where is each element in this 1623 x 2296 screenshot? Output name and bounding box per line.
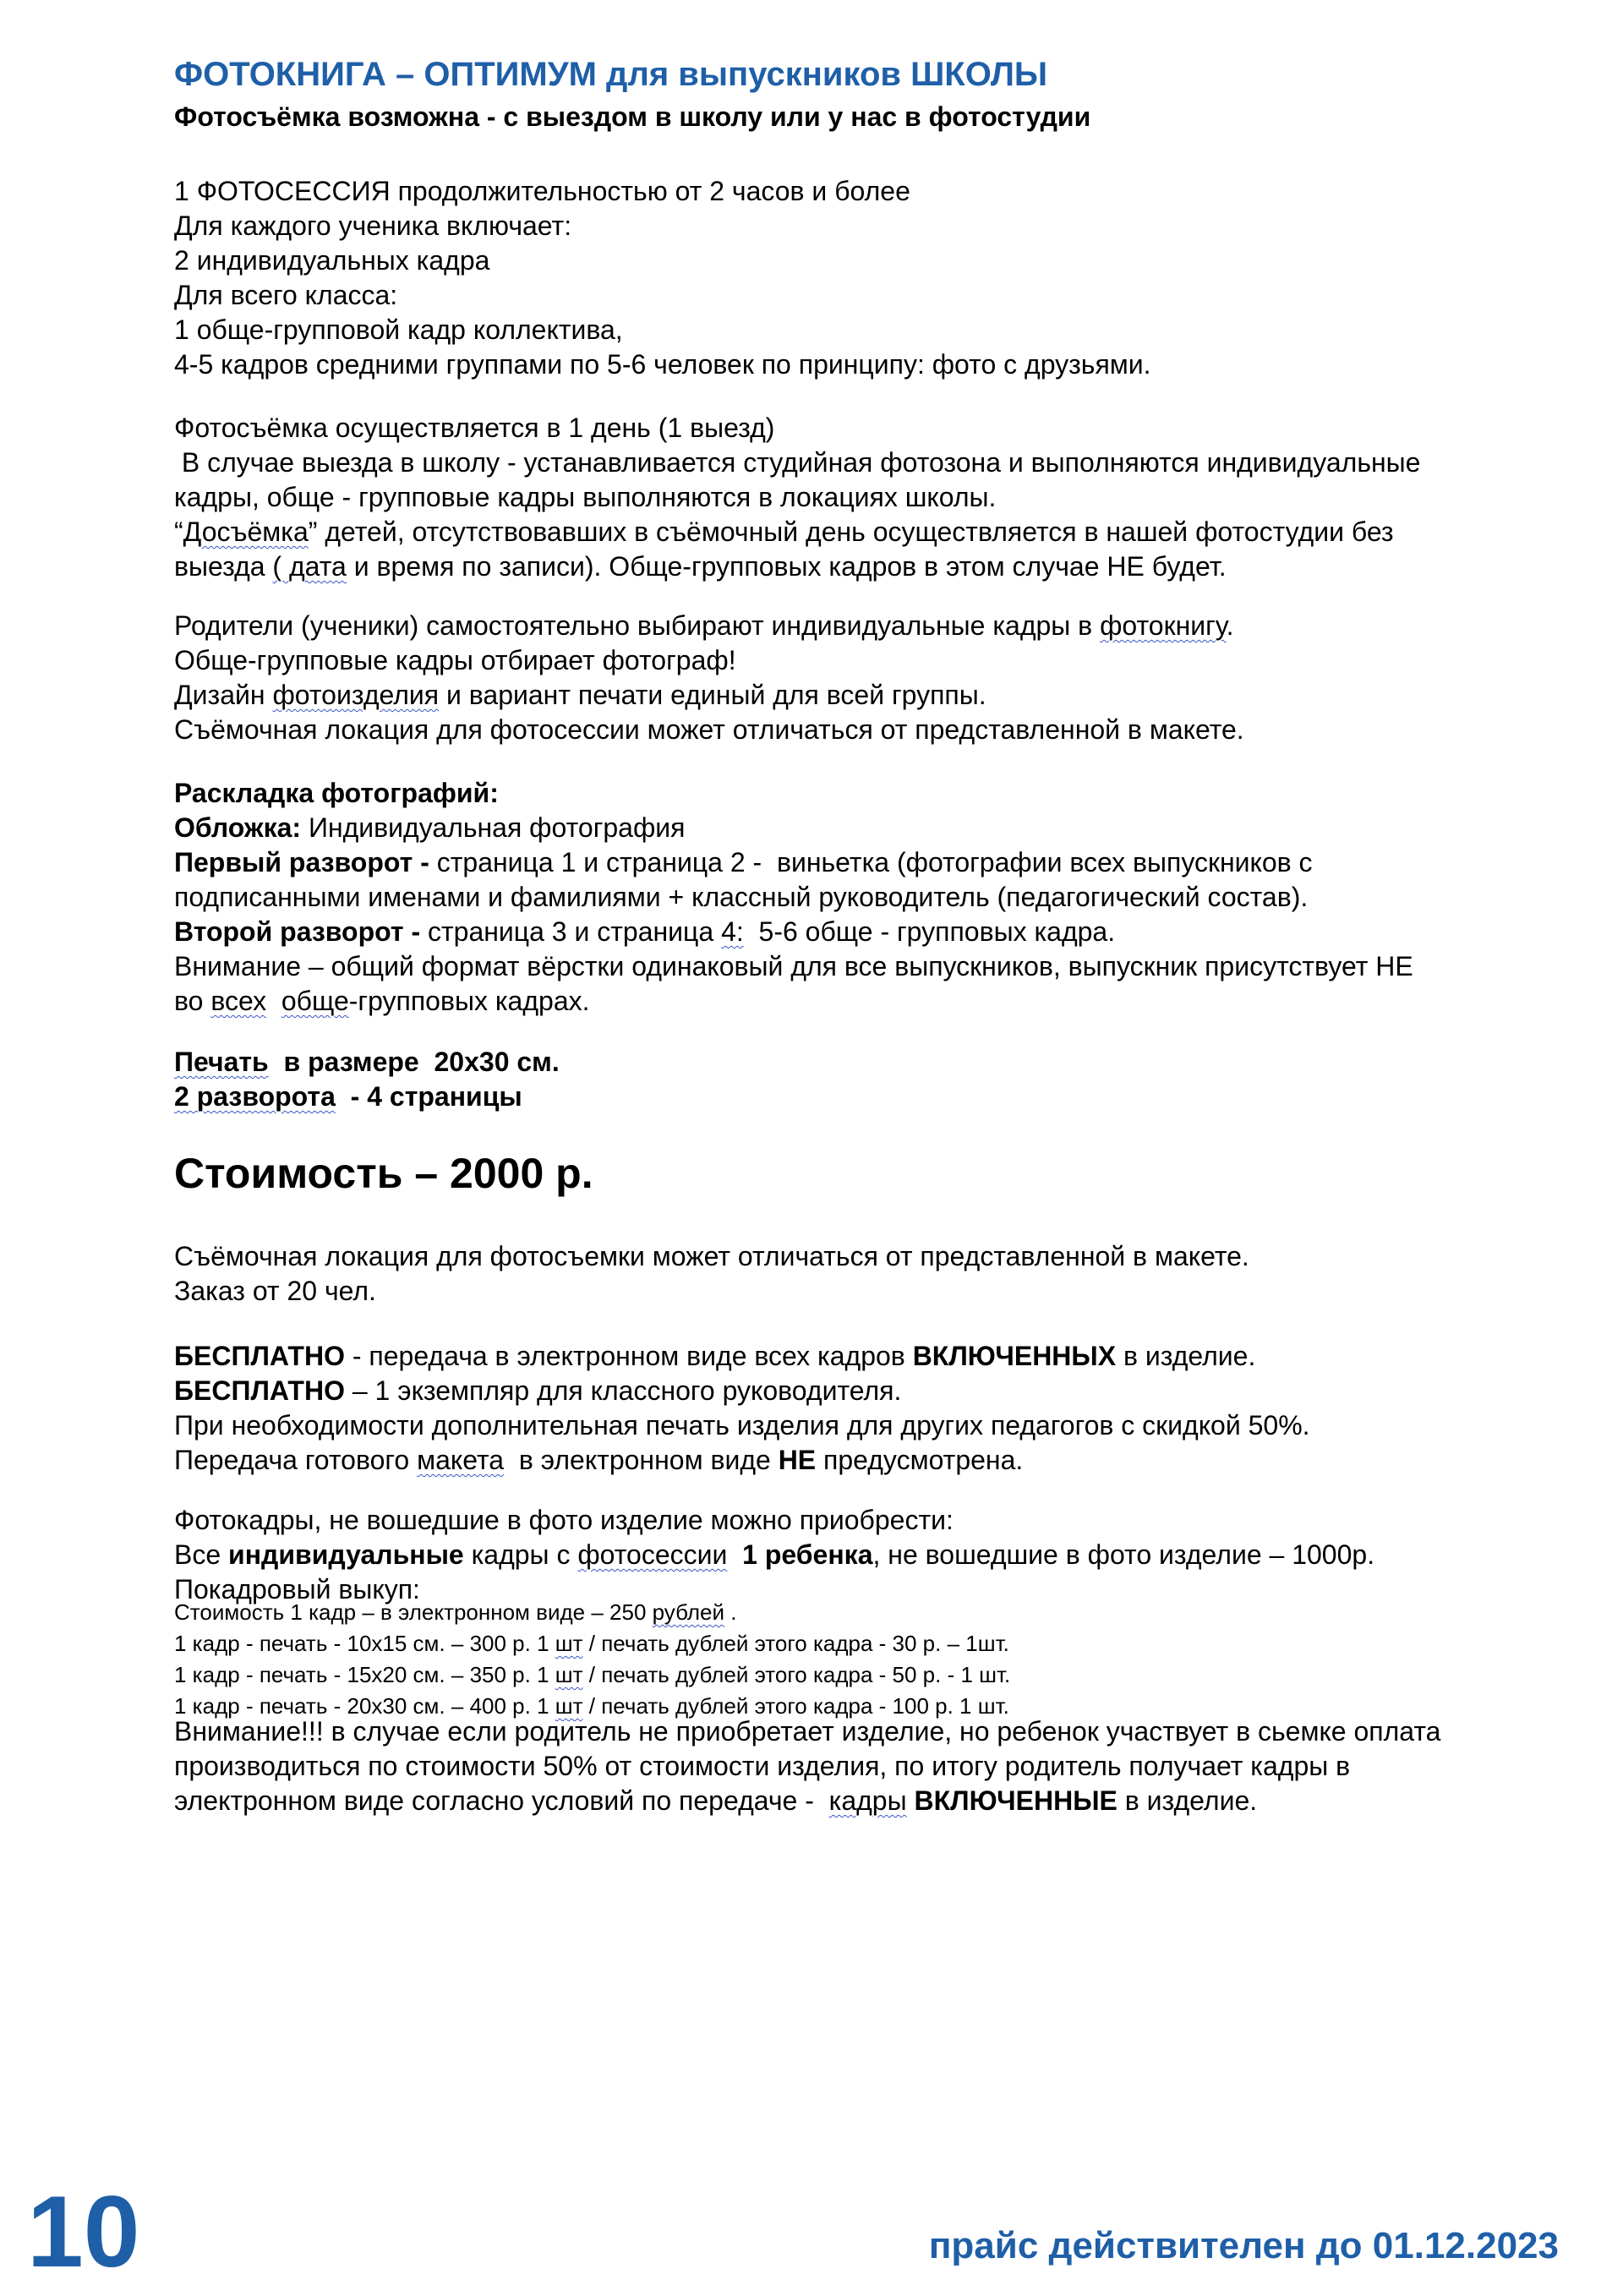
layout-heading: Раскладка фотографий: bbox=[174, 778, 499, 808]
session-section bbox=[174, 174, 1560, 382]
order-section bbox=[174, 1239, 1560, 1309]
attention-line: Внимание!!! в случае если родитель не приобретает изделие, но ребенок участвует в сьемке оплата bbox=[174, 1716, 1441, 1747]
layout-note: во всех обще-групповых кадрах. bbox=[174, 986, 590, 1016]
page-subtitle: Фотосъёмка возможна - с выездом в школу или у нас в фотостудии bbox=[174, 101, 1091, 132]
price-line: 1 кадр - печать - 20х30 см. – 400 р. 1 шт / печать дублей этого кадра - 100 р. 1 шт. bbox=[174, 1693, 1009, 1719]
free-line: БЕСПЛАТНО – 1 экземпляр для классного руководителя. bbox=[174, 1375, 902, 1406]
free-line: БЕСПЛАТНО - передача в электронном виде всех кадров ВКЛЮЧЕННЫХ в изделие. bbox=[174, 1341, 1256, 1371]
attention-note bbox=[174, 1714, 1560, 1818]
shooting-line: “Досъёмка” детей, отсутствовавших в съёмочный день осуществляется в нашей фотостудии без bbox=[174, 517, 1394, 547]
layout-section bbox=[174, 776, 1560, 1019]
layout-first-spread: Первый разворот - страница 1 и страница 2 - виньетка (фотографии всех выпускников с bbox=[174, 847, 1313, 877]
layout-cover: Обложка: Индивидуальная фотография bbox=[174, 812, 686, 843]
shooting-section bbox=[174, 411, 1560, 584]
session-line: 2 индивидуальных кадра bbox=[174, 245, 490, 276]
shooting-line: кадры, обще - групповые кадры выполняются в локациях школы. bbox=[174, 482, 997, 512]
free-line: При необходимости дополнительная печать изделия для других педагогов с скидкой 50%. bbox=[174, 1410, 1310, 1440]
session-line: 1 обще-групповой кадр коллектива, bbox=[174, 314, 623, 345]
extra-line: Покадровый выкуп: bbox=[174, 1574, 420, 1604]
extra-section bbox=[174, 1503, 1560, 1607]
layout-second-spread: Второй разворот - страница 3 и страница 4: 5-6 обще - групповых кадра. bbox=[174, 916, 1116, 947]
selection-line: Обще-групповые кадры отбирает фотограф! bbox=[174, 645, 736, 675]
price-heading: Стоимость – 2000 р. bbox=[174, 1150, 593, 1197]
shooting-line: Фотосъёмка осуществляется в 1 день (1 выезд) bbox=[174, 413, 775, 443]
layout-note: Внимание – общий формат вёрстки одинаковый для все выпускников, выпускник присутствует НЕ bbox=[174, 951, 1413, 981]
print-section bbox=[174, 1045, 1560, 1114]
price-line: 1 кадр - печать - 15х20 см. – 350 р. 1 шт / печать дублей этого кадра - 50 р. - 1 шт. bbox=[174, 1662, 1011, 1687]
extra-line: Все индивидуальные кадры с фотосессии 1 ребенка, не вошедшие в фото изделие – 1000р. bbox=[174, 1539, 1375, 1570]
selection-line: Съёмочная локация для фотосессии может отличаться от представленной в макете. bbox=[174, 714, 1244, 745]
free-section bbox=[174, 1339, 1560, 1478]
order-line: Съёмочная локация для фотосъемки может отличаться от представленной в макете. bbox=[174, 1241, 1249, 1271]
attention-line: электронном виде согласно условий по передаче - кадры ВКЛЮЧЕННЫЕ в изделие. bbox=[174, 1785, 1258, 1816]
selection-section bbox=[174, 609, 1560, 747]
free-line: Передача готового макета в электронном виде НЕ предусмотрена. bbox=[174, 1445, 1024, 1475]
session-line: 4-5 кадров средними группами по 5-6 человек по принципу: фото с друзьями. bbox=[174, 349, 1151, 380]
layout-first-spread-cont: подписанными именами и фамилиями + классный руководитель (педагогический состав). bbox=[174, 882, 1309, 912]
price-line: Стоимость 1 кадр – в электронном виде – 250 рублей . bbox=[174, 1599, 737, 1625]
price-validity: прайс действителен до 01.12.2023 bbox=[928, 2225, 1559, 2266]
page-number: 10 bbox=[27, 2175, 140, 2288]
per-frame-prices bbox=[174, 1597, 1560, 1722]
print-spreads: 2 разворота - 4 страницы bbox=[174, 1081, 522, 1112]
session-line: Для всего класса: bbox=[174, 280, 398, 310]
price-line: 1 кадр - печать - 10х15 см. – 300 р. 1 шт / печать дублей этого кадра - 30 р. – 1шт. bbox=[174, 1631, 1009, 1656]
selection-line: Родители (ученики) самостоятельно выбирают индивидуальные кадры в фотокнигу. bbox=[174, 610, 1234, 641]
session-line: 1 ФОТОСЕССИЯ продолжительностью от 2 часов и более bbox=[174, 176, 910, 206]
page-title: ФОТОКНИГА – ОПТИМУМ для выпускников ШКОЛЫ bbox=[174, 56, 1048, 93]
order-line: Заказ от 20 чел. bbox=[174, 1276, 376, 1306]
selection-line: Дизайн фотоизделия и вариант печати единый для всей группы. bbox=[174, 680, 986, 710]
shooting-line: В случае выезда в школу - устанавливается студийная фотозона и выполняются индивидуальные bbox=[174, 447, 1421, 478]
attention-line: производиться по стоимости 50% от стоимости изделия, по итогу родитель получает кадры в bbox=[174, 1751, 1351, 1781]
extra-line: Фотокадры, не вошедшие в фото изделие можно приобрести: bbox=[174, 1505, 954, 1535]
shooting-line: выезда ( дата и время по записи). Обще-групповых кадров в этом случае НЕ будет. bbox=[174, 551, 1227, 582]
print-size: Печать в размере 20х30 см. bbox=[174, 1047, 560, 1077]
session-line: Для каждого ученика включает: bbox=[174, 210, 572, 241]
